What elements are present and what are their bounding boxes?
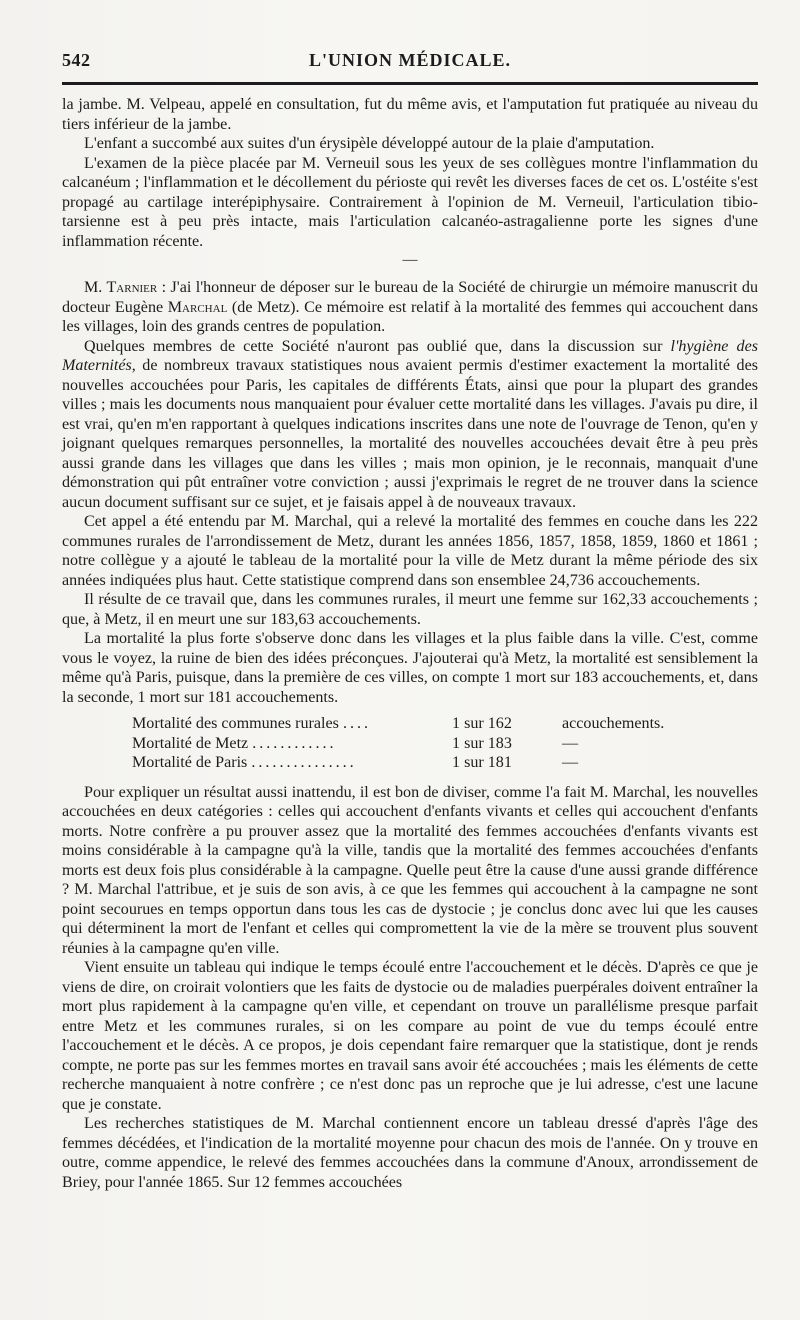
mortality-label: Mortalité de Paris ............... [132,754,357,771]
mortality-unit: — [562,734,579,752]
text-span: Quelques membres de cette Société n'auront pas oublié que, dans la discussion sur [84,337,671,355]
paragraph: Il résulte de ce travail que, dans les communes rurales, il meurt une femme sur 162,33 accouchements ; que, à Metz, il en meurt une sur 183,63 accouchements. [62,591,758,628]
paragraph: La mortalité la plus forte s'observe donc dans les villages et la plus faible dans la ville. C'est, comme vous le voyez, la ruine de bien des idées préconçues. J'ajouterai qu'à Metz, la mortalité est sensiblement la même qu'à Paris, puisque, dans la première de ces villes, on compte 1 mort sur 183 accouchements, et, dans la seconde, 1 mort sur 181 accouchements. [62,630,758,706]
header-rule [62,82,758,85]
paragraph-hygiene [62,337,758,513]
page-header [62,50,758,78]
mortality-row [132,753,758,773]
text-span: J'ai l'honneur de déposer sur le bureau de la Société de chirurgie un mémoire manuscrit du docteur Eugène [62,279,758,316]
paragraph: la jambe. M. Velpeau, appelé en consultation, fut du même avis, et l'amputation fut pratiquée au niveau du tiers inférieur de la jambe. [62,96,758,133]
paragraph-tarnier [62,278,758,337]
paragraph: Pour expliquer un résultat aussi inattendu, il est bon de diviser, comme l'a fait M. Marchal, les nouvelles accouchées en deux catégories : celles qui accouchent d'enfants vivants et celles qui accouchent d'enfants morts. Notre confrère a pu prouver assez que la mortalité des femmes accouchées d'enfants vivants est moins considérable à la campagne qu'à la ville, tandis que la mortalité des femmes accouchées d'enfants morts est deux fois plus considérable à la campagne. Quelle peut être la cause d'une aussi grande différence ? M. Marchal l'attribue, et je suis de son avis, à ce que les femmes qui accouchent à la campagne ne sont point secourues en temps opportun dans tous les cas de dystocie ; je conclus donc avec lui que les causes qui déterminent la mort de l'enfant et celles qui compromettent la vie de la mère se trouvent plus souvent réunies à la campagne qu'en ville. [62,783,758,957]
mortality-label: Mortalité des communes rurales .... [132,715,372,732]
text-span: , de nombreux travaux statistiques nous avaient permis d'estimer exactement la mortalité des nouvelles accouchées pour Paris, les capitales de différents États, ainsi que pour la plupart des grandes villes ; mais les documents nous manquaient pour évaluer cette mortalité dans les villages. J'avais pu dire, il est vrai, qu'en m'en rapportant à quelques indications inscrites dans une note de l'ouvrage de Tenon, qu'en y joignant quelques remarques personnelles, la mortalité des nouvelles accouchées devait être à peu près aussi grande dans les villages que dans les villes ; mais mon opinion, je le reconnais, manquait d'une démonstration qui pût entraîner votre conviction ; aussi j'exprimais le regret de ne trouver dans la science aucun document suffisant sur ce sujet, et je faisais appel à de nouveaux travaux. [62,357,758,511]
paragraph: Cet appel a été entendu par M. Marchal, qui a relevé la mortalité des femmes en couche dans les 222 communes rurales de l'arrondissement de Metz, durant les années 1856, 1857, 1858, 1859, 1860 et 1861 ; notre collègue y a ajouté le tableau de la mortalité pour la ville de Metz durant la même période des six années indiquées plus haut. Cette statistique comprend dans son ensemblee 24,736 accouchements. [62,513,758,589]
mortality-unit: — [562,754,579,771]
mortality-value: 1 sur 183 [452,734,512,752]
speaker-name: M. Tarnier : [84,279,167,296]
mortality-value: 1 sur 162 [452,715,512,732]
mortality-value: 1 sur 181 [452,754,512,771]
article-body [62,95,758,1192]
paragraph: L'enfant a succombé aux suites d'un érysipèle développé autour de la plaie d'amputation. [84,135,655,152]
mortality-unit: accouchements. [562,715,665,732]
paragraph: Les recherches statistiques de M. Marchal contiennent encore un tableau dressé d'après l'âge des femmes décédées, et l'indication de la mortalité moyenne pour chacun des mois de l'année. On y trouve en outre, comme appendice, le relevé des femmes accouchées dans la commune d'Anoux, arrondissement de Briey, pour l'année 1865. Sur 12 femmes accouchées [62,1115,758,1191]
running-title: L'UNION MÉDICALE. [308,50,512,70]
italic-title: l'hygiène des Maternités [62,337,758,374]
paragraph: L'examen de la pièce placée par M. Verneuil sous les yeux de ses collègues montre l'inflammation du calcanéum ; l'inflammation et le décollement du périoste qui revêt les diverses faces de cet os. L'ostéite s'est propagé au cartilage interépiphysaire. Contrairement à l'opinion de M. Verneuil, l'articulation tibio-tarsienne est à peu près intacte, mais l'articulation calcanéo-astragalienne porte les signes d'une inflammation récente. [62,154,758,250]
mortality-row [132,714,758,734]
mortality-table [132,714,758,773]
mortality-row [132,734,758,754]
mortality-label: Mortalité de Metz ............ [132,734,337,752]
page-number: 542 [62,50,91,70]
section-separator: — [402,252,418,268]
paragraph: Vient ensuite un tableau qui indique le temps écoulé entre l'accouchement et le décès. D'après ce que je viens de dire, on croirait volontiers que les faits de dystocie ou de maladies puerpérales doivent entraîner la mort plus rapidement à la campagne qu'en ville, et cependant on trouve un parallélisme presque parfait entre Metz et les communes rurales, si on les compare au point de vue du temps écoulé entre l'accouchement et le décès. A ce propos, je dois cependant faire remarquer que la statistique, dont je rends compte, ne porte pas sur les femmes mortes en travail sans avoir été accouchées ; mais les éléments de cette recherche manquaient à notre confrère ; ce n'est donc pas un reproche que je lui adresse, c'est une lacune que je constate. [62,959,758,1113]
author-name: Marchal [167,298,228,316]
text-span: (de Metz). Ce mémoire est relatif à la mortalité des femmes qui accouchent dans les villages, loin des grands centres de population. [62,298,758,335]
